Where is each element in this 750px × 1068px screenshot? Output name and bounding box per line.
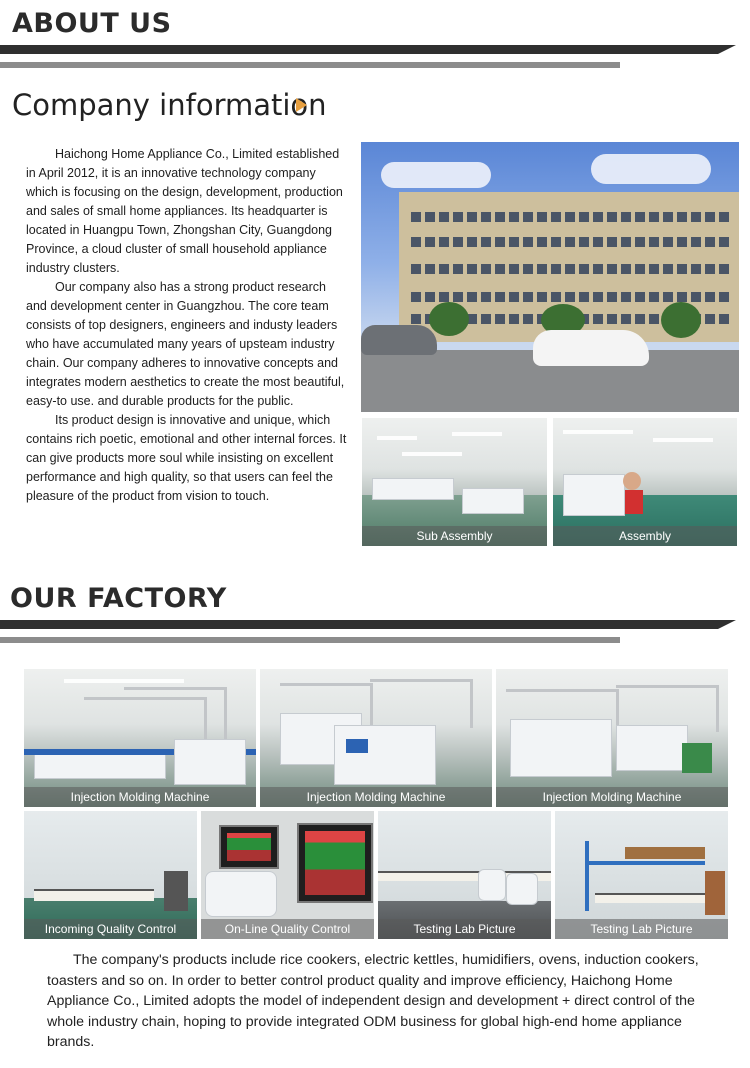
- company-info-title: Company information: [12, 88, 327, 122]
- factory-divider-grey: [0, 637, 620, 643]
- photo-caption: Testing Lab Picture: [378, 919, 551, 939]
- sub-assembly-photo: [362, 418, 547, 546]
- photo-caption: Assembly: [553, 526, 737, 546]
- photo-caption: Injection Molding Machine: [260, 787, 492, 807]
- intro-paragraph: Haichong Home Appliance Co., Limited established in April 2012, it is an innovative technology company which is focusing on the design, development, production and sales of small home appliances. Its headquarter is located in Huangpu Town, Zhongshan City, Guangdong Province, a cloud cluster of small household appliance industry clusters.: [26, 147, 343, 275]
- summary-paragraph: The company's products include rice cookers, electric kettles, humidifiers, ovens, induction cookers, toasters and so on. In order to better control product quality and improve efficiency, Haichong Home Appliance Co., Limited adopts the model of independent design and development + direct control of the whole industry chain, hoping to provide integrated ODM business for global high-end home appliance brands.: [47, 952, 699, 1050]
- injection-molding-photo: [260, 669, 492, 807]
- heading-divider-dark: [0, 45, 736, 54]
- company-intro-text: [26, 145, 348, 506]
- testing-lab-photo: [378, 811, 551, 939]
- photo-caption: Testing Lab Picture: [555, 919, 728, 939]
- photo-caption: Sub Assembly: [362, 526, 547, 546]
- injection-molding-photo: [496, 669, 728, 807]
- our-factory-heading: OUR FACTORY: [10, 583, 227, 614]
- triangle-arrow-icon: [296, 98, 307, 112]
- heading-divider-grey: [0, 62, 620, 68]
- incoming-qc-photo: [24, 811, 197, 939]
- factory-divider-dark: [0, 620, 736, 629]
- photo-caption: Incoming Quality Control: [24, 919, 197, 939]
- intro-paragraph: Our company also has a strong product research and development center in Guangzhou. The core team consists of top designers, engineers and industy leaders who have accumulated many years of upsteam industry chain. Our company adheres to innovative concepts and integrates modern aesthetics to create the most beautiful, easy-to use. and durable products for the public.: [26, 280, 345, 408]
- online-qc-photo: [201, 811, 374, 939]
- photo-caption: Injection Molding Machine: [24, 787, 256, 807]
- company-building-photo: [361, 142, 739, 412]
- injection-molding-photo: [24, 669, 256, 807]
- testing-lab-photo: [555, 811, 728, 939]
- photo-caption: Injection Molding Machine: [496, 787, 728, 807]
- intro-paragraph: Its product design is innovative and unique, which contains rich poetic, emotional and other internal forces. It can give products more soul while insisting on excellent performance and high quality, so that users can feel the pleasure of the product from vision to touch.: [26, 413, 347, 503]
- about-us-heading: ABOUT US: [12, 8, 172, 39]
- photo-caption: On-Line Quality Control: [201, 919, 374, 939]
- assembly-photo: [553, 418, 737, 546]
- factory-summary-text: [47, 950, 717, 1053]
